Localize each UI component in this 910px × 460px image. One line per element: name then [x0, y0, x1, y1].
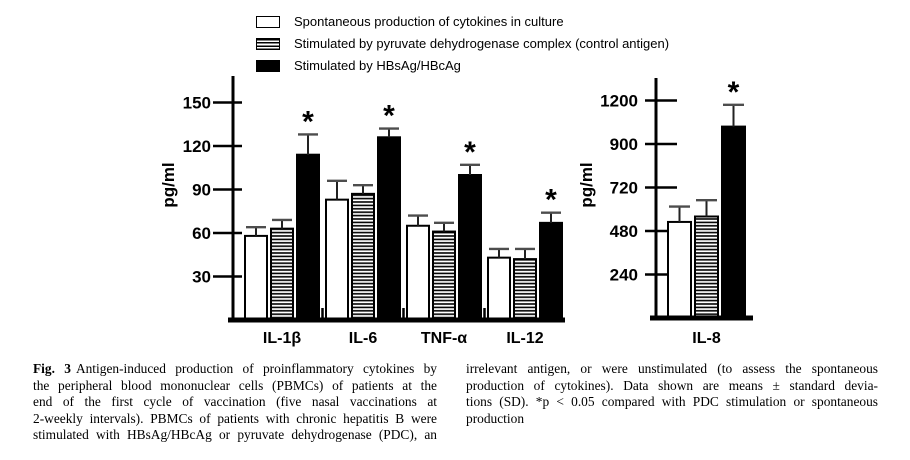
category-label: IL-8 [692, 330, 721, 347]
significance-asterisk: * [464, 135, 476, 169]
bar [352, 194, 374, 321]
caption-line: irrelevant antigen, or were unstimulated (to assess the spontaneous [466, 361, 878, 376]
significance-asterisk: * [302, 105, 314, 139]
bar [407, 226, 429, 321]
legend-label-spontaneous: Spontaneous production of cytokines in culture [294, 14, 564, 29]
bar [245, 236, 267, 321]
caption-line: end of the first cycle of vaccination (five nasal vaccinations at [33, 394, 437, 409]
bar [297, 155, 319, 321]
figure-number-label: Fig. 3 [33, 361, 71, 376]
y-tick-label: 90 [192, 180, 211, 200]
category-label: IL-6 [348, 330, 378, 347]
caption-line: production [466, 410, 525, 426]
y-axis-label: pg/ml [159, 162, 178, 208]
bar [668, 222, 691, 319]
significance-asterisk: * [727, 75, 740, 109]
bar [540, 223, 562, 321]
caption-line: stimulated with HBsAg/HBcAg or pyruvate dehydrogenase (PDC), an [33, 427, 437, 442]
y-tick-label: 30 [192, 267, 211, 287]
significance-asterisk: * [383, 99, 395, 133]
category-label: IL-1β [262, 330, 302, 347]
y-tick-label: 120 [182, 137, 211, 156]
bar [514, 259, 536, 321]
y-tick-label: 240 [609, 265, 638, 285]
bar [433, 232, 455, 321]
y-tick-label: 150 [182, 93, 211, 113]
caption-line: Fig. 3 Antigen-induced production of proinflammatory cytokines by [33, 361, 437, 376]
y-tick-label: 480 [609, 222, 638, 241]
legend-label-hbsag: Stimulated by HBsAg/HBcAg [294, 58, 461, 73]
significance-asterisk: * [545, 183, 557, 217]
caption-line: the peripheral blood mononuclear cells (PBMCs) of patients at the [33, 377, 437, 393]
bar [695, 217, 718, 320]
figure-caption-right-column [466, 361, 878, 427]
caption-line: production of cytokines). Data shown are means ± standard devia- [466, 377, 878, 393]
caption-line: tions (SD). *p < 0.05 compared with PDC stimulation or spontaneous [466, 394, 878, 409]
bar [271, 229, 293, 321]
category-label: IL-12 [506, 330, 544, 347]
bar [459, 175, 481, 321]
legend-label-pdc: Stimulated by pyruvate dehydrogenase complex (control antigen) [294, 36, 670, 51]
bar [326, 200, 348, 321]
bar [488, 258, 510, 321]
y-tick-label: 1200 [600, 91, 638, 111]
y-tick-label: 720 [609, 178, 638, 198]
category-label: TNF-α [420, 330, 468, 347]
bar [378, 137, 400, 321]
y-tick-label: 900 [609, 135, 638, 154]
figure-caption-left-column [33, 361, 437, 444]
caption-line: 2-weekly intervals). PBMCs of patients with chronic hepatitis B were [33, 410, 437, 426]
y-axis-label: pg/ml [577, 162, 596, 208]
y-tick-label: 60 [192, 224, 211, 243]
bar [722, 127, 745, 319]
